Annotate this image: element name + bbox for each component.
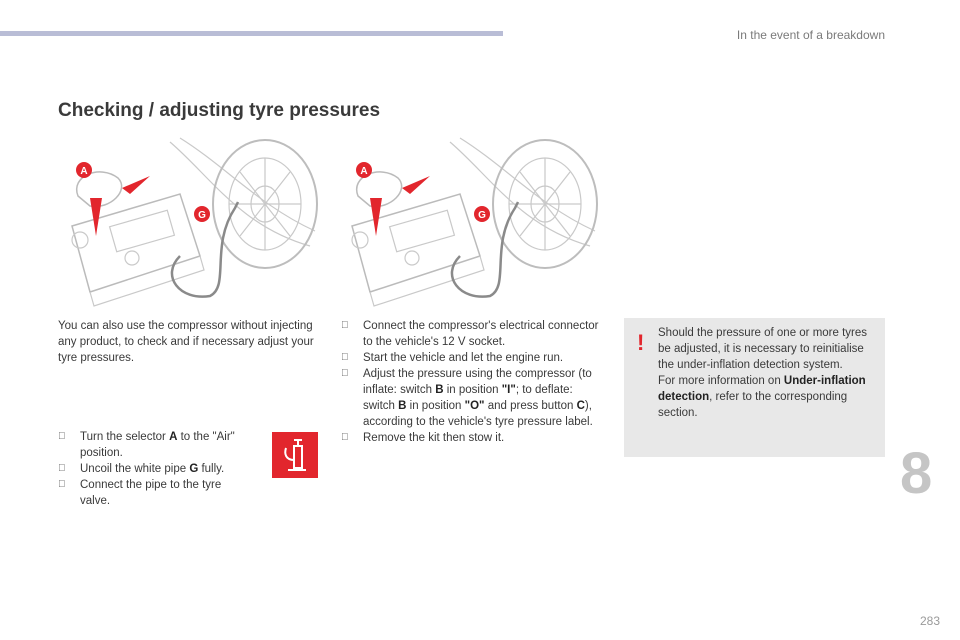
list-item: Connect the pipe to the tyre valve. (58, 477, 248, 509)
top-accent-bar (0, 31, 503, 36)
callout-g-left: G (198, 210, 206, 221)
list-item: Adjust the pressure using the compressor (to inflate: switch B in position "I"; to deflate: switch B in position "O" and press button C), according to the vehicle's tyre pressure label. (341, 366, 603, 430)
callout-a-left: A (80, 166, 88, 177)
bullet-icon (341, 318, 349, 334)
bullet-icon (58, 461, 66, 477)
exclamation-icon: ! (637, 330, 645, 355)
steps-list-right (341, 318, 603, 446)
steps-list-left (58, 429, 248, 509)
bullet-icon (58, 477, 66, 493)
compressor-illustration-right (340, 136, 600, 308)
intro-paragraph: You can also use the compressor without injecting any product, to check and if necessary adjust your tyre pressures. (58, 320, 314, 364)
bullet-icon (58, 429, 66, 445)
list-item: Uncoil the white pipe G fully. (58, 461, 248, 477)
warning-text: Should the pressure of one or more tyres be adjusted, it is necessary to reinitialise the under-inflation detection system. For more information on Under-inflation detection, refer to the corresponding section. (658, 327, 868, 419)
bullet-icon (341, 366, 349, 382)
page-number: 283 (919, 614, 940, 628)
bullet-icon (341, 350, 349, 366)
list-item: Turn the selector A to the "Air" position. (58, 429, 248, 461)
list-item: Connect the compressor's electrical connector to the vehicle's 12 V socket. (341, 318, 603, 350)
list-item: Remove the kit then stow it. (341, 430, 603, 446)
compressor-illustration-left (60, 136, 320, 308)
list-item: Start the vehicle and let the engine run. (341, 350, 603, 366)
warning-note (624, 318, 885, 457)
tyre-pump-icon (272, 432, 318, 478)
section-header: In the event of a breakdown (736, 28, 885, 42)
chapter-number: 8 (900, 441, 933, 506)
callout-g-right: G (478, 210, 486, 221)
callout-a-right: A (360, 166, 368, 177)
bullet-icon (341, 430, 349, 446)
page-title: Checking / adjusting tyre pressures (58, 100, 381, 121)
